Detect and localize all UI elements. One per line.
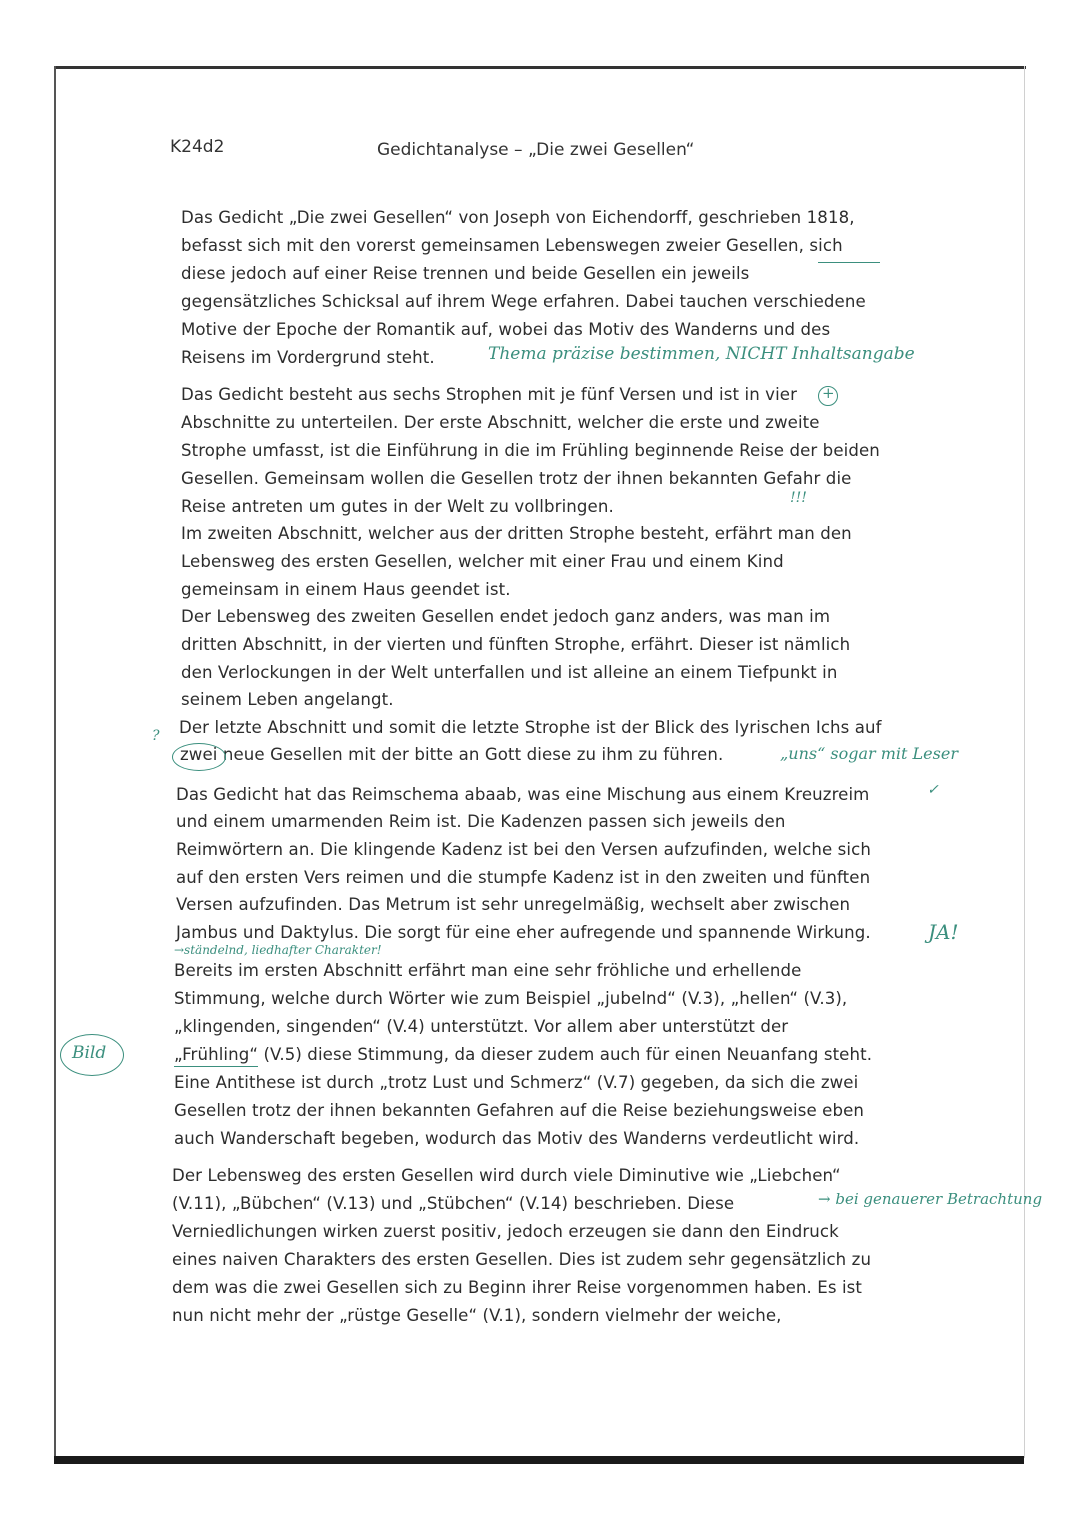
- text-line: dem was die zwei Gesellen sich zu Beginn ihrer Reise vorgenommen haben. Es ist: [172, 1278, 863, 1297]
- text-line: „klingenden, singenden“ (V.4) unterstützt. Vor allem aber unterstützt der: [174, 1017, 789, 1036]
- text-line: auf den ersten Vers reimen und die stumpfe Kadenz ist in den zweiten und fünften: [176, 868, 871, 887]
- text-line: Reimwörtern an. Die klingende Kadenz ist bei den Versen aufzufinden, welche sich: [176, 840, 871, 859]
- text-line: diese jedoch auf einer Reise trennen und beide Gesellen ein jeweils: [181, 264, 750, 283]
- text-line: Im zweiten Abschnitt, welcher aus der dritten Strophe besteht, erfährt man den: [181, 524, 852, 543]
- text-line: Der Lebensweg des zweiten Gesellen endet jedoch ganz anders, was man im: [181, 607, 831, 626]
- underline-sich: [818, 262, 880, 263]
- text-line: Versen aufzufinden. Das Metrum ist sehr unregelmäßig, wechselt aber zwischen: [176, 895, 851, 914]
- text-line: (V.11), „Bübchen“ (V.13) und „Stübchen“ (V.14) beschrieben. Diese: [172, 1194, 735, 1213]
- text-line: Stimmung, welche durch Wörter wie zum Beispiel „jubelnd“ (V.3), „hellen“ (V.3),: [174, 989, 848, 1008]
- scan-border-bottom: [54, 1456, 1024, 1464]
- text-line: eines naiven Charakters des ersten Gesellen. Dies ist zudem sehr gegensätzlich zu: [172, 1250, 872, 1269]
- text-line: Strophe umfasst, ist die Einführung in die im Frühling beginnende Reise der beiden: [181, 441, 880, 460]
- text-line: Der letzte Abschnitt und somit die letzte Strophe ist der Blick des lyrischen Ichs auf: [179, 718, 882, 737]
- annotation-ja: JA!: [928, 920, 959, 944]
- annotation-question: ?: [152, 728, 160, 744]
- text-line: Lebensweg des ersten Gesellen, welcher mit einer Frau und einem Kind: [181, 552, 784, 571]
- annotation-staentelnd: →ständelnd, liedhafter Charakter!: [174, 943, 382, 957]
- text-line: befasst sich mit den vorerst gemeinsamen Lebenswegen zweier Gesellen, sich: [181, 236, 843, 255]
- annotation-check: ✓: [927, 782, 939, 798]
- text-line: Jambus und Daktylus. Die sorgt für eine eher aufregende und spannende Wirkung.: [176, 923, 871, 942]
- text-line: Gesellen. Gemeinsam wollen die Gesellen trotz der ihnen bekannten Gefahr die: [181, 469, 852, 488]
- text-line: Eine Antithese ist durch „trotz Lust und Schmerz“ (V.7) gegeben, da sich die zwei: [174, 1073, 859, 1092]
- text-line: gemeinsam in einem Haus geendet ist.: [181, 580, 511, 599]
- annotation-bild: Bild: [72, 1043, 107, 1063]
- scan-border-right: [1024, 66, 1025, 1458]
- annotation-exclaim: !!!: [790, 490, 807, 506]
- text-line: auch Wanderschaft begeben, wodurch das Motiv des Wanderns verdeutlicht wird.: [174, 1129, 860, 1148]
- document-code: K24d2: [170, 137, 225, 157]
- circle-zwei: [172, 743, 226, 771]
- text-line: nun nicht mehr der „rüstge Geselle“ (V.1), sondern vielmehr der weiche,: [172, 1306, 782, 1325]
- text-line: Gesellen trotz der ihnen bekannten Gefahren auf die Reise beziehungsweise eben: [174, 1101, 865, 1120]
- text-line: gegensätzliches Schicksal auf ihrem Wege erfahren. Dabei tauchen verschiedene: [181, 292, 866, 311]
- text-line: den Verlockungen in der Welt unterfallen und ist alleine an einem Tiefpunkt in: [181, 663, 838, 682]
- text-line: zwei neue Gesellen mit der bitte an Gott diese zu ihm zu führen.: [180, 745, 724, 764]
- scan-border-left: [54, 66, 56, 1458]
- annotation-uns: „uns“ sogar mit Leser: [780, 744, 958, 763]
- text-line: seinem Leben angelangt.: [181, 690, 394, 709]
- text-line: Der Lebensweg des ersten Gesellen wird durch viele Diminutive wie „Liebchen“: [172, 1166, 841, 1185]
- text-line: Reise antreten um gutes in der Welt zu vollbringen.: [181, 497, 614, 516]
- text-line: Das Gedicht hat das Reimschema abaab, was eine Mischung aus einem Kreuzreim: [176, 785, 870, 804]
- underline-fruehling: [174, 1066, 258, 1067]
- annotation-plus: +: [822, 384, 835, 402]
- text-line: Motive der Epoche der Romantik auf, wobei das Motiv des Wanderns und des: [181, 320, 831, 339]
- text-line: „Frühling“ (V.5) diese Stimmung, da dieser zudem auch für einen Neuanfang steht.: [174, 1045, 873, 1064]
- annotation-thema: Thema präzise bestimmen, NICHT Inhaltsangabe: [488, 344, 915, 364]
- text-line: Abschnitte zu unterteilen. Der erste Abschnitt, welcher die erste und zweite: [181, 413, 820, 432]
- text-line: Das Gedicht besteht aus sechs Strophen mit je fünf Versen und ist in vier: [181, 385, 798, 404]
- annotation-bei-genauerer: → bei genauerer Betrachtung: [818, 1190, 1043, 1208]
- text-line: und einem umarmenden Reim ist. Die Kadenzen passen sich jeweils den: [176, 812, 786, 831]
- text-line: Verniedlichungen wirken zuerst positiv, jedoch erzeugen sie dann den Eindruck: [172, 1222, 839, 1241]
- text-line: Reisens im Vordergrund steht.: [181, 348, 435, 367]
- text-line: Bereits im ersten Abschnitt erfährt man eine sehr fröhliche und erhellende: [174, 961, 802, 980]
- scan-border-top: [54, 66, 1026, 69]
- text-line: dritten Abschnitt, in der vierten und fünften Strophe, erfährt. Dieser ist nämlich: [181, 635, 851, 654]
- document-title: Gedichtanalyse – „Die zwei Gesellen“: [377, 140, 695, 160]
- text-line: Das Gedicht „Die zwei Gesellen“ von Joseph von Eichendorff, geschrieben 1818,: [181, 208, 855, 227]
